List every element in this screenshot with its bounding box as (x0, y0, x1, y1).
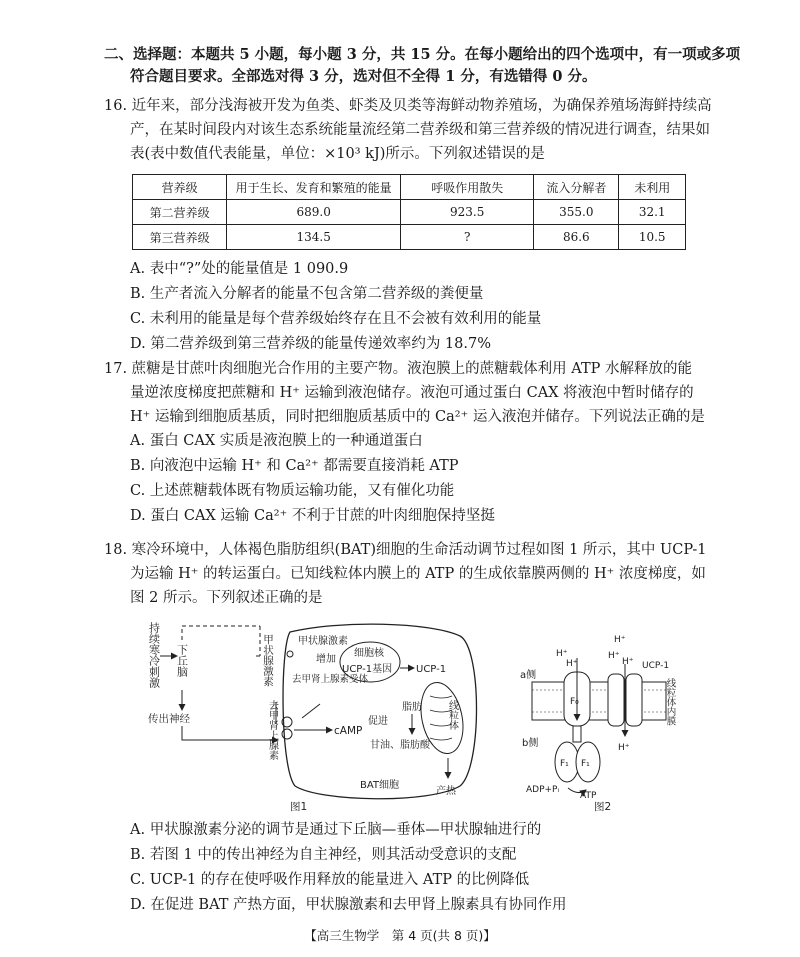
q17-option-c[interactable]: C. 上述蔗糖载体既有物质运输功能，又有催化功能 (130, 483, 455, 499)
fig2-caption: 图2 (594, 801, 612, 813)
q16-option-a[interactable]: A. 表中“?”处的能量值是 1 090.9 (130, 261, 349, 277)
fig2-h-top-1: H⁺ (566, 659, 578, 669)
section-header (104, 44, 741, 88)
fig2-f1-right: F₁ (581, 759, 590, 769)
fig1-efferent: 传出神经 (148, 713, 190, 725)
q18-options (104, 818, 720, 918)
fig1-gene: UCP-1基因 (342, 664, 393, 675)
fig1-bat-label: BAT细胞 (360, 780, 400, 791)
q18-stem-line1: 18. 寒冷环境中，人体褐色脂肪组织(BAT)细胞的生命活动调节过程如图 1 所示，其中 UCP-1 (104, 542, 707, 558)
table-header: 用于生长、发育和繁殖的能量 (227, 175, 401, 200)
fig1-ne-label: 去甲肾上腺素 (266, 700, 278, 760)
table-header: 流入分解者 (534, 175, 619, 200)
fig1-stimulus: 持续寒冷刺激 (147, 622, 161, 688)
footer-text: 【高三生物学 第 4 页(共 8 页)】 (304, 928, 496, 943)
table-header: 营养级 (133, 175, 227, 200)
fig2-h-right-2: H⁺ (622, 657, 634, 667)
fig1-glycerol: 甘油、脂肪酸 (370, 740, 430, 751)
q18-option-a[interactable]: A. 甲状腺激素分泌的调节是通过下丘脑—垂体—甲状腺轴进行的 (130, 822, 542, 838)
q17-option-b[interactable]: B. 向液泡中运输 H⁺ 和 Ca²⁺ 都需要直接消耗 ATP (130, 458, 459, 474)
section-header-line1: 二、选择题：本题共 5 小题，每小题 3 分，共 15 分。在每小题给出的四个选项中，有一项或多项 (104, 46, 741, 63)
table-cell: 355.0 (534, 200, 619, 225)
table-cell: 923.5 (401, 200, 534, 225)
fig2-membrane-label: 线粒体内膜 (664, 678, 676, 726)
section-header-line2: 符合题目要求。全部选对得 3 分，选对但不全得 1 分，有选错得 0 分。 (130, 68, 597, 85)
fig1-caption: 图1 (290, 801, 308, 813)
fig1-increase: 增加 (316, 654, 336, 665)
figure-2 (520, 635, 676, 813)
table-cell: ? (401, 225, 534, 250)
q18-stem-line3: 图 2 所示。下列叙述正确的是 (130, 590, 323, 606)
table-row (133, 225, 686, 250)
figure-svg (130, 618, 690, 814)
q18-option-d[interactable]: D. 在促进 BAT 产热方面，甲状腺激素和去甲肾上腺素具有协同作用 (130, 897, 567, 913)
q16-option-c[interactable]: C. 未利用的能量是每个营养级始终存在且不会被有效利用的能量 (130, 311, 542, 327)
fig2-h-right-3: H⁺ (614, 635, 626, 645)
q16-option-b[interactable]: B. 生产者流入分解者的能量不包含第二营养级的粪便量 (130, 286, 484, 302)
table-cell: 134.5 (227, 225, 401, 250)
q17-stem-line3: H⁺ 运输到细胞质基质，同时把细胞质基质中的 Ca²⁺ 运入液泡并储存。下列说法正确的是 (130, 409, 705, 425)
fig2-h-top-2: H⁺ (556, 649, 568, 659)
q16-stem-line2: 产，在某时间段内对该生态系统能量流经第二营养级和第三营养级的情况进行调查，结果如 (130, 122, 710, 138)
table-cell: 第三营养级 (133, 225, 227, 250)
fig2-ucp1: UCP-1 (642, 661, 670, 671)
q16-options (104, 257, 720, 357)
table-header: 未利用 (619, 175, 686, 200)
table-cell: 689.0 (227, 200, 401, 225)
fig2-side-a: a侧 (520, 670, 537, 681)
q18-option-b[interactable]: B. 若图 1 中的传出神经为自主神经，则其活动受意识的支配 (130, 847, 517, 863)
fig1-fat: 脂肪 (402, 702, 422, 713)
fig2-h-right-1: H⁺ (608, 651, 620, 661)
fig1-thyroid-hormone: 甲状腺激素 (298, 636, 348, 647)
q17-option-d[interactable]: D. 蛋白 CAX 运输 Ca²⁺ 不利于甘蔗的叶肉细胞保持坚挺 (130, 508, 495, 524)
question-17 (104, 357, 720, 529)
table-header: 呼吸作用散失 (401, 175, 534, 200)
table-cell: 第二营养级 (133, 200, 227, 225)
fig2-f1-left: F₁ (560, 759, 569, 769)
fig1-mitochondria: 线粒体 (446, 700, 458, 730)
fig2-adp: ADP+Pᵢ (526, 785, 560, 795)
fig2-side-b: b侧 (522, 738, 539, 749)
fig1-ucp1: UCP-1 (416, 664, 447, 675)
q16-option-d[interactable]: D. 第二营养级到第三营养级的能量传递效率约为 18.7% (130, 336, 491, 352)
q18-stem-line2: 为运输 H⁺ 的转运蛋白。已知线粒体内膜上的 ATP 的生成依靠膜两侧的 H⁺ 浓度梯度，如 (130, 566, 706, 582)
q17-stem-line1: 17. 蔗糖是甘蔗叶肉细胞光合作用的主要产物。液泡膜上的蔗糖载体利用 ATP 水解释放的能 (104, 361, 692, 377)
q16-stem-line1: 16. 近年来，部分浅海被开发为鱼类、虾类及贝类等海鲜动物养殖场，为确保养殖场海鲜持续高 (104, 98, 712, 114)
q17-option-a[interactable]: A. 蛋白 CAX 实质是液泡膜上的一种通道蛋白 (130, 433, 423, 449)
table-header-row (133, 175, 686, 200)
fig1-heat: 产热 (436, 786, 456, 797)
q18-option-c[interactable]: C. UCP-1 的存在使呼吸作用释放的能量进入 ATP 的比例降低 (130, 872, 530, 888)
figures (130, 618, 690, 814)
fig2-h-bottom: H⁺ (618, 743, 630, 753)
table-cell: 10.5 (619, 225, 686, 250)
figure-1 (148, 621, 477, 813)
q16-stem-line3: 表(表中数值代表能量，单位：×10³ kJ)所示。下列叙述错误的是 (130, 146, 545, 162)
table-row (133, 200, 686, 225)
fig2-f0: F₀ (570, 697, 579, 707)
energy-table (132, 174, 686, 250)
fig1-tsh-label: 甲状腺激素 (262, 634, 274, 687)
question-18 (104, 538, 720, 610)
q17-stem-line2: 量逆浓度梯度把蔗糖和 H⁺ 运输到液泡储存。液泡可通过蛋白 CAX 将液泡中暂时储存的 (130, 385, 694, 401)
fig1-nucleus: 细胞核 (354, 648, 384, 659)
fig1-receptor: 去甲肾上腺素受体 (292, 674, 369, 685)
table-cell: 32.1 (619, 200, 686, 225)
fig1-promote: 促进 (368, 716, 388, 727)
fig1-hypothalamus: 下丘脑 (175, 644, 189, 677)
fig2-atp: ATP (580, 791, 597, 801)
table-cell: 86.6 (534, 225, 619, 250)
fig1-camp: cAMP (334, 725, 363, 737)
page-footer (0, 926, 800, 944)
question-16 (104, 94, 720, 166)
